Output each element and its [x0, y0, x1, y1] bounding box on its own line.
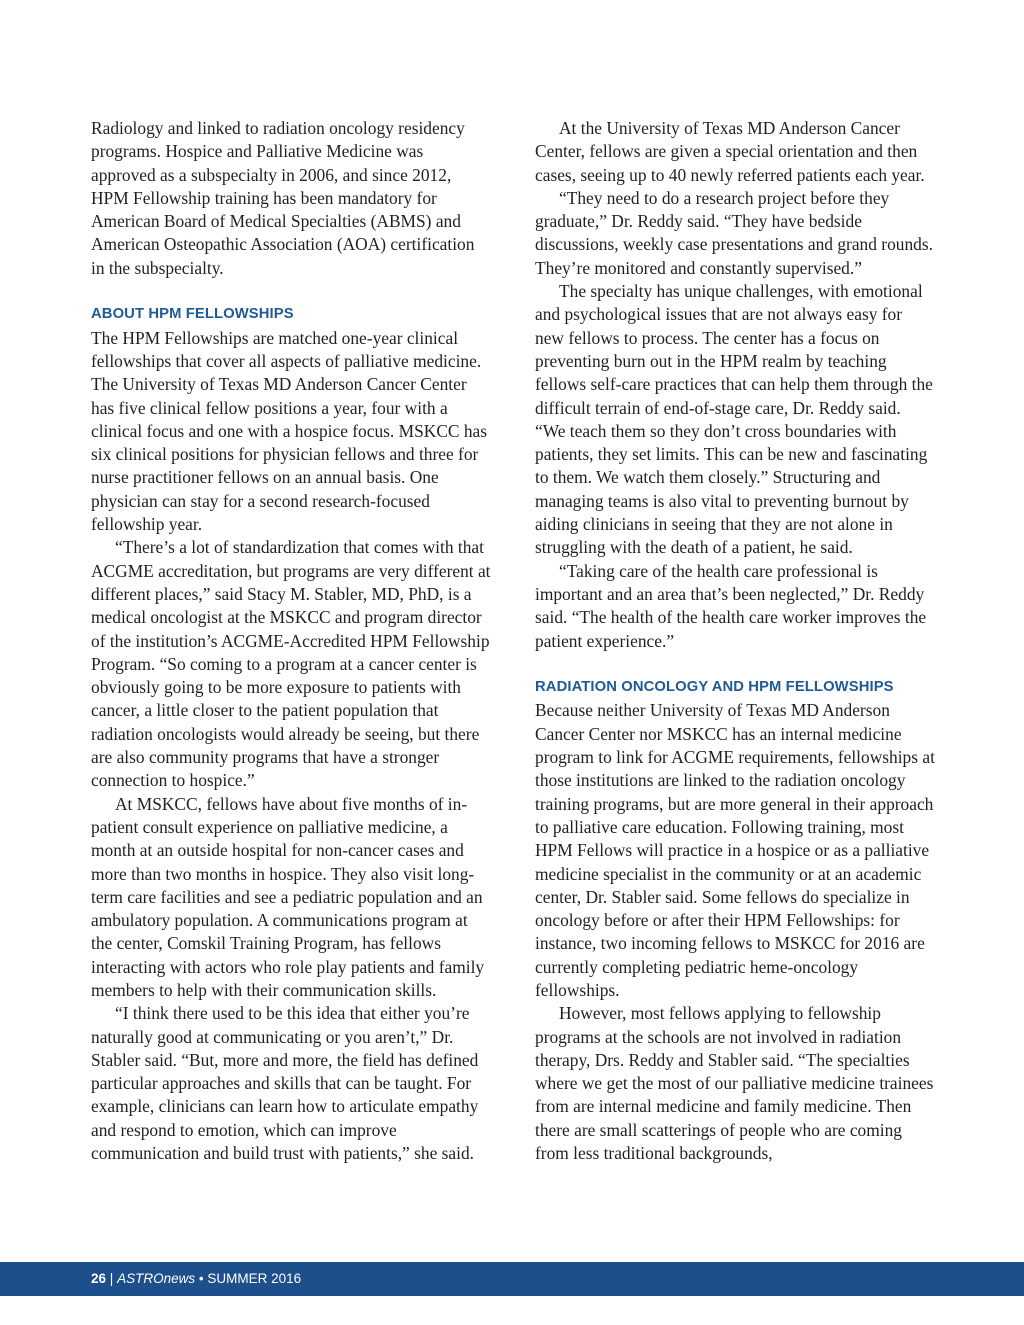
paragraph: However, most fellows applying to fellowship programs at the schools are not involved in radiation therapy, Drs. Reddy and Stabler said. “The specialties where we get the most of our palliative medicine trainees from are internal medicine and family medicine. Then there are small scatterings of people who are coming from less traditional backgrounds,: [535, 1003, 934, 1164]
page-number: 26: [91, 1271, 107, 1286]
section-heading: ABOUT HPM FELLOWSHIPS: [91, 306, 294, 323]
bullet-separator: •: [198, 1271, 204, 1286]
right-column: [535, 117, 935, 1165]
paragraph: At MSKCC, fellows have about five months of in-patient consult experience on palliative medicine, a month at an outside hospital for non-cancer cases and more than two months in hospice. They also visit long-term care facilities and see a pediatric population and an ambulatory population. A communications program at the center, Comskil Training Program, has fellows interacting with actors who role play patients and family members to help with their communication skills.: [91, 793, 485, 1000]
paragraph: “I think there used to be this idea that either you’re naturally good at communicating or you aren’t,” Dr. Stabler said. “But, more and more, the field has defined particular approaches and skills that can be taught. For example, clinicians can learn how to articulate empathy and respond to emotion, which can improve communication and build trust with patients,” she said.: [91, 1003, 479, 1164]
paragraph: Radiology and linked to radiation oncology residency programs. Hospice and Palliative Medicine was approved as a subspecialty in 2006, and since 2012, HPM Fellowship training has been mandatory for American Board of Medical Specialties (ABMS) and American Osteopathic Association (AOA) certification in the subspecialty.: [91, 118, 475, 278]
footer-separator: |: [109, 1271, 114, 1286]
footer-bar: [0, 1262, 1024, 1296]
issue-label: SUMMER 2016: [207, 1271, 302, 1286]
paragraph: The specialty has unique challenges, with emotional and psychological issues that are not always easy for new fellows to process. The center has a focus on preventing burn out in the HPM realm by teaching fellows self-care practices that can help them through the difficult terrain of end-of-stage care, Dr. Reddy said. “We teach them so they don’t cross boundaries with patients, they set limits. This can be new and fascinating to them. We watch them closely.” Structuring and managing teams is also vital to preventing burnout by aiding clinicians in seeing that they are not alone in struggling with the death of a patient, he said.: [535, 281, 933, 558]
footer-content: [91, 1262, 301, 1296]
paragraph: At the University of Texas MD Anderson Cancer Center, fellows are given a special orientation and then cases, seeing up to 40 newly referred patients each year.: [535, 118, 925, 185]
paragraph: Because neither University of Texas MD Anderson Cancer Center nor MSKCC has an internal medicine program to link for ACGME requirements, fellowships at those institutions are linked to the radiation oncology training programs, but are more general in their approach to palliative care education. Following training, most HPM Fellows will practice in a hospice or as a palliative medicine specialist in the community or at an academic center, Dr. Stabler said. Some fellows do specialize in oncology before or after their HPM Fellowships: for instance, two incoming fellows to MSKCC for 2016 are currently completing pediatric heme-oncology fellowships.: [535, 700, 935, 1000]
left-column: [91, 117, 491, 1165]
publication-name: ASTROnews: [117, 1271, 196, 1286]
paragraph: “Taking care of the health care professional is important and an area that’s been neglected,” Dr. Reddy said. “The health of the health care worker improves the patient experience.”: [535, 560, 927, 651]
paragraph: “They need to do a research project before they graduate,” Dr. Reddy said. “They have bedside discussions, weekly case presentations and grand rounds. They’re monitored and constantly supervised.”: [535, 187, 933, 278]
paragraph: “There’s a lot of standardization that comes with that ACGME accreditation, but programs are very different at different places,” said Stacy M. Stabler, MD, PhD, is a medical oncologist at the MSKCC and program director of the institution’s ACGME-Accredited HPM Fellowship Program. “So coming to a program at a cancer center is obviously going to be more exposure to patients with cancer, a little closer to the patient population that radiation oncologists would already be seeing, but there are also community programs that have a stronger connection to hospice.”: [91, 537, 491, 791]
section-heading: RADIATION ONCOLOGY AND HPM FELLOWSHIPS: [535, 679, 894, 696]
paragraph: The HPM Fellowships are matched one-year clinical fellowships that cover all aspects of palliative medicine. The University of Texas MD Anderson Cancer Center has five clinical fellow positions a year, four with a clinical focus and one with a hospice focus. MSKCC has six clinical positions for physician fellows and three for nurse practitioner fellows on an annual basis. One physician can stay for a second research-focused fellowship year.: [91, 327, 488, 535]
